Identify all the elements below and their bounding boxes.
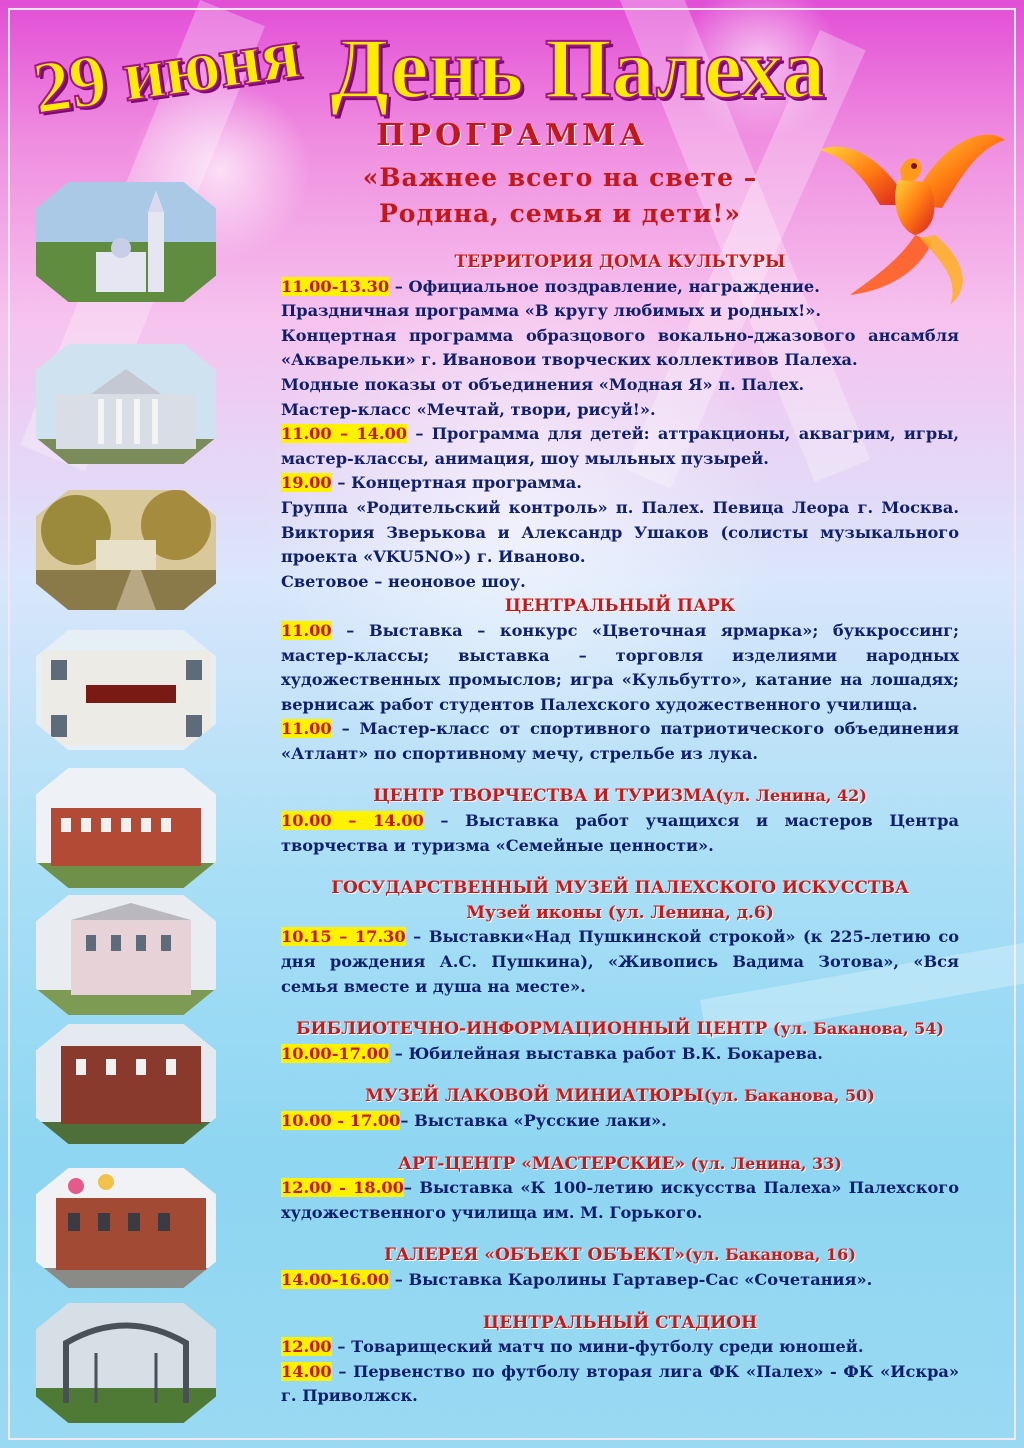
time-badge: 11.00	[281, 620, 332, 640]
section-address: (ул. Баканова, 16)	[684, 1245, 856, 1265]
motto-line: Родина, семья и дети!»	[378, 199, 741, 228]
schedule-item	[281, 717, 959, 766]
page-title: День Палеха	[330, 20, 826, 116]
item-text: – Официальное поздравление, награждение.	[389, 276, 820, 296]
schedule-line: Концертная программа образцового вокально-джазового ансамбля «Акварельки» г. Ивановои творческих коллективов Палеха.	[281, 325, 959, 370]
park-photo	[36, 490, 216, 610]
time-badge: 12.00 - 18.00	[281, 1178, 404, 1198]
schedule-item	[281, 1268, 959, 1293]
time-badge: 10.00 - 17.00	[281, 1111, 401, 1130]
section-address: (ул. Баканова, 50)	[703, 1086, 875, 1106]
spacer	[281, 1134, 959, 1152]
lacquer-museum-photo	[36, 1168, 216, 1288]
time-badge: 14.00-16.00	[281, 1269, 390, 1289]
spacer	[281, 1225, 959, 1243]
schedule-item	[281, 1360, 959, 1409]
tourism-center-photo	[36, 768, 216, 888]
program-content	[281, 250, 959, 1409]
section-title	[281, 1243, 959, 1268]
section-title: ЦЕНТРАЛЬНЫЙ СТАДИОН	[482, 1312, 758, 1333]
schedule-item	[281, 1109, 959, 1134]
item-text: – Концертная программа.	[331, 473, 582, 493]
spacer	[281, 1066, 959, 1084]
item-text: – Мастер-класс от спортивного патриотического объединения «Атлант» по спортивному мечу, стрельбе из лука.	[281, 719, 959, 763]
schedule-line: Группа «Родительский контроль» п. Палех. Певица Леора г. Москва. Виктория Зверькова и Александр Ушаков (солисты музыкального проекта «VKU5NO») г. Иваново.	[281, 497, 959, 567]
item-text: – Выставка «К 100-летию искусства Палеха» Палехского художественного училища им. М. Горького.	[281, 1178, 959, 1222]
item-text: – Первенство по футболу вторая лига ФК «Палех» - ФК «Искра» г. Приволжск.	[281, 1361, 959, 1406]
item-text: – Выставка – конкурс «Цветочная ярмарка»; буккроссинг; мастер-классы; выставка – торговля изделиями народных художественных промыслов; игра «Кульбутто», катание на лошадях; вернисаж работ студентов Палехского художественного училища.	[281, 620, 959, 714]
schedule-item	[281, 275, 959, 300]
section-subtitle: Музей иконы (ул. Ленина, д.6)	[466, 902, 774, 923]
time-badge: 19.00	[281, 473, 332, 493]
church-photo	[36, 182, 216, 302]
section-address: (ул. Ленина, 42)	[715, 786, 867, 806]
schedule-line: Модные показы от объединения «Модная Я» п. Палех.	[281, 374, 805, 394]
program-heading: ПРОГРАММА	[376, 118, 648, 153]
schedule-item	[281, 619, 959, 717]
stadium-gate-photo	[36, 1303, 216, 1423]
time-badge: 14.00	[281, 1361, 332, 1381]
time-badge: 10.15 – 17.30	[281, 927, 406, 947]
time-badge: 10.00 – 14.00	[281, 811, 424, 831]
spacer	[281, 858, 959, 876]
event-date: 29 июня	[28, 11, 305, 131]
item-text: – Выставка работ учащихся и мастеров Центра творчества и туризма «Семейные ценности».	[281, 811, 959, 855]
schedule-item	[281, 1335, 959, 1360]
item-text: – Товарищеский матч по мини-футболу среди юношей.	[331, 1337, 864, 1357]
schedule-item	[281, 471, 959, 496]
time-badge: 11.00-13.30	[281, 276, 390, 296]
culture-house-photo	[36, 344, 216, 464]
schedule-item	[281, 809, 959, 858]
section-title: ЦЕНТРАЛЬНЫЙ ПАРК	[504, 596, 736, 617]
section-title	[281, 1084, 959, 1109]
time-badge: 12.00	[281, 1337, 332, 1357]
section-name: АРТ-ЦЕНТР «МАСТЕРСКИЕ»	[398, 1153, 686, 1174]
section-title: ГОСУДАРСТВЕННЫЙ МУЗЕЙ ПАЛЕХСКОГО ИСКУССТВА	[331, 878, 909, 899]
building-zhar-ptitsa-photo	[36, 630, 216, 750]
section-address: (ул. Баканова, 54)	[767, 1019, 944, 1039]
spacer	[281, 766, 959, 784]
motto	[300, 160, 820, 232]
section-name: МУЗЕЙ ЛАКОВОЙ МИНИАТЮРЫ	[365, 1086, 704, 1107]
motto-line: «Важнее всего на свете –	[362, 163, 758, 192]
section-name: ЦЕНТР ТВОРЧЕСТВА И ТУРИЗМА	[373, 786, 716, 807]
schedule-item	[281, 422, 959, 471]
library-photo	[36, 1024, 216, 1144]
schedule-item	[281, 1042, 959, 1067]
item-text: – Программа для детей: аттракционы, аквагрим, игры, мастер-классы, анимация, шоу мыльных пузырей.	[281, 424, 959, 468]
section-title	[281, 1152, 959, 1177]
schedule-item	[281, 1176, 959, 1225]
item-text: – Юбилейная выставка работ В.К. Бокарева.	[389, 1043, 823, 1063]
time-badge: 10.00-17.00	[281, 1043, 390, 1063]
schedule-line: Световое – неоновое шоу.	[281, 571, 526, 591]
section-title: ТЕРРИТОРИЯ ДОМА КУЛЬТУРЫ	[454, 252, 786, 272]
spacer	[281, 1293, 959, 1311]
museum-photo	[36, 895, 216, 1015]
section-name: ГАЛЕРЕЯ «ОБЪЕКТ ОБЪЕКТ»	[384, 1245, 685, 1266]
schedule-line: Праздничная программа «В кругу любимых и родных!».	[281, 301, 822, 321]
section-title	[281, 1017, 959, 1042]
item-text: – Выставки«Над Пушкинской строкой» (к 225-летию со дня рождения А.С. Пушкина), «Живопись Вадима Зотова», «Вся семья вместе и душа на месте».	[281, 927, 959, 996]
item-text: – Выставка Каролины Гартавер-Сас «Сочетания».	[389, 1269, 873, 1289]
time-badge: 11.00	[281, 719, 332, 739]
spacer	[281, 999, 959, 1017]
section-name: БИБЛИОТЕЧНО-ИНФОРМАЦИОННЫЙ ЦЕНТР	[296, 1019, 768, 1040]
schedule-item	[281, 925, 959, 999]
item-text: – Выставка «Русские лаки».	[400, 1111, 667, 1130]
time-badge: 11.00 – 14.00	[281, 424, 408, 444]
section-address: (ул. Ленина, 33)	[685, 1153, 842, 1173]
schedule-line: Мастер-класс «Мечтай, твори, рисуй!».	[281, 399, 656, 419]
section-title	[281, 784, 959, 809]
